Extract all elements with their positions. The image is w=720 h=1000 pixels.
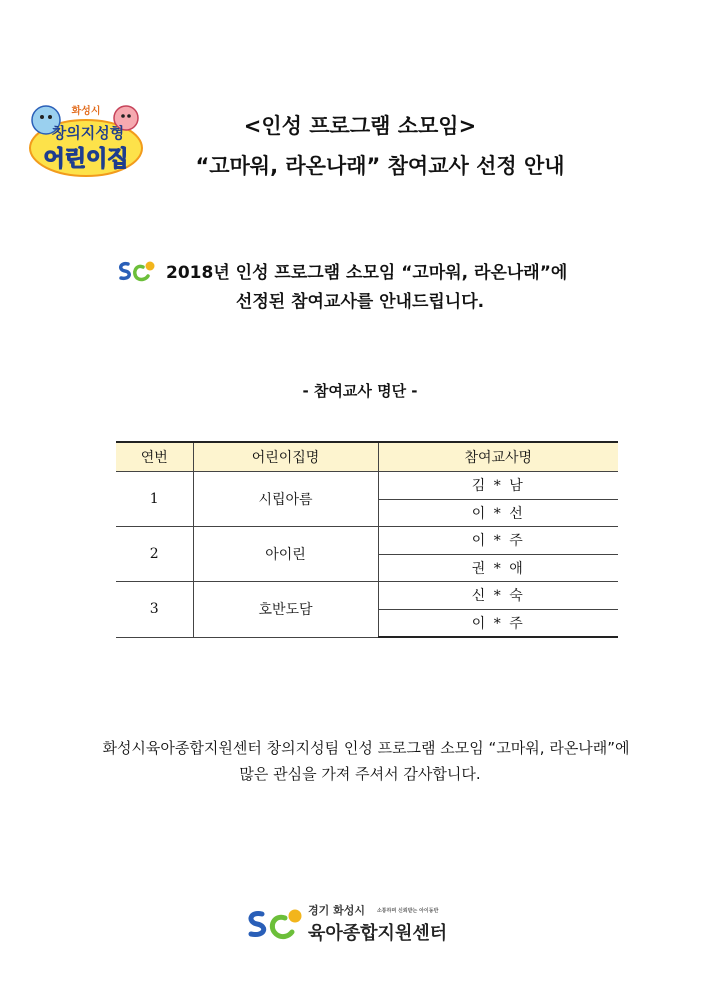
teacher-name: 권 * 애 <box>378 554 618 582</box>
logo-name-text: 어린이집 <box>43 147 129 172</box>
footer-logo <box>244 902 447 945</box>
header-center: 어린이집명 <box>193 442 378 472</box>
org-tagline: 소통하며 신뢰받는 아이동반 <box>376 907 439 914</box>
header-teacher: 참여교사명 <box>378 442 618 472</box>
page-subtitle: “고마워, 라온나래” 참여교사 선정 안내 <box>195 154 565 178</box>
intro-text-1: 2018년 인성 프로그램 소모임 “고마워, 라온나래”에 <box>166 263 568 283</box>
table-header-row <box>116 442 618 472</box>
org-name: 육아종합지원센터 <box>308 923 448 944</box>
row-number: 3 <box>116 582 193 638</box>
list-title: - 참여교사 명단 - <box>302 382 418 400</box>
teacher-name: 이 * 선 <box>378 499 618 527</box>
teacher-name: 이 * 주 <box>378 527 618 555</box>
table-row <box>116 472 618 500</box>
teacher-name: 신 * 숙 <box>378 582 618 610</box>
center-name: 호반도담 <box>193 582 378 638</box>
logo-type-text: 창의지성형 <box>51 124 125 142</box>
intro-line-2: 선정된 참여교사를 안내드립니다. <box>235 292 485 312</box>
center-logo-icon <box>116 259 156 283</box>
org-region: 경기 화성시 <box>308 904 365 917</box>
row-number: 2 <box>116 527 193 582</box>
closing-line-1: 화성시육아종합지원센터 창의지성팀 인성 프로그램 소모임 “고마워, 라온나래”에 <box>102 739 630 757</box>
row-number: 1 <box>116 472 193 527</box>
center-name: 시립아름 <box>193 472 378 527</box>
page-title: <인성 프로그램 소모임> <box>243 114 477 138</box>
closing-line-2: 많은 관심을 가져 주셔서 감사합니다. <box>239 765 481 783</box>
teacher-name: 김 * 남 <box>378 472 618 500</box>
logo-city-text: 화성시 <box>71 106 101 117</box>
intro-line-1 <box>116 258 567 283</box>
teacher-name: 이 * 주 <box>378 609 618 637</box>
header-number: 연번 <box>116 442 193 472</box>
center-logo-icon <box>244 906 304 942</box>
teacher-table <box>116 441 618 638</box>
center-name: 아이린 <box>193 527 378 582</box>
table-row <box>116 582 618 610</box>
table-row <box>116 527 618 555</box>
